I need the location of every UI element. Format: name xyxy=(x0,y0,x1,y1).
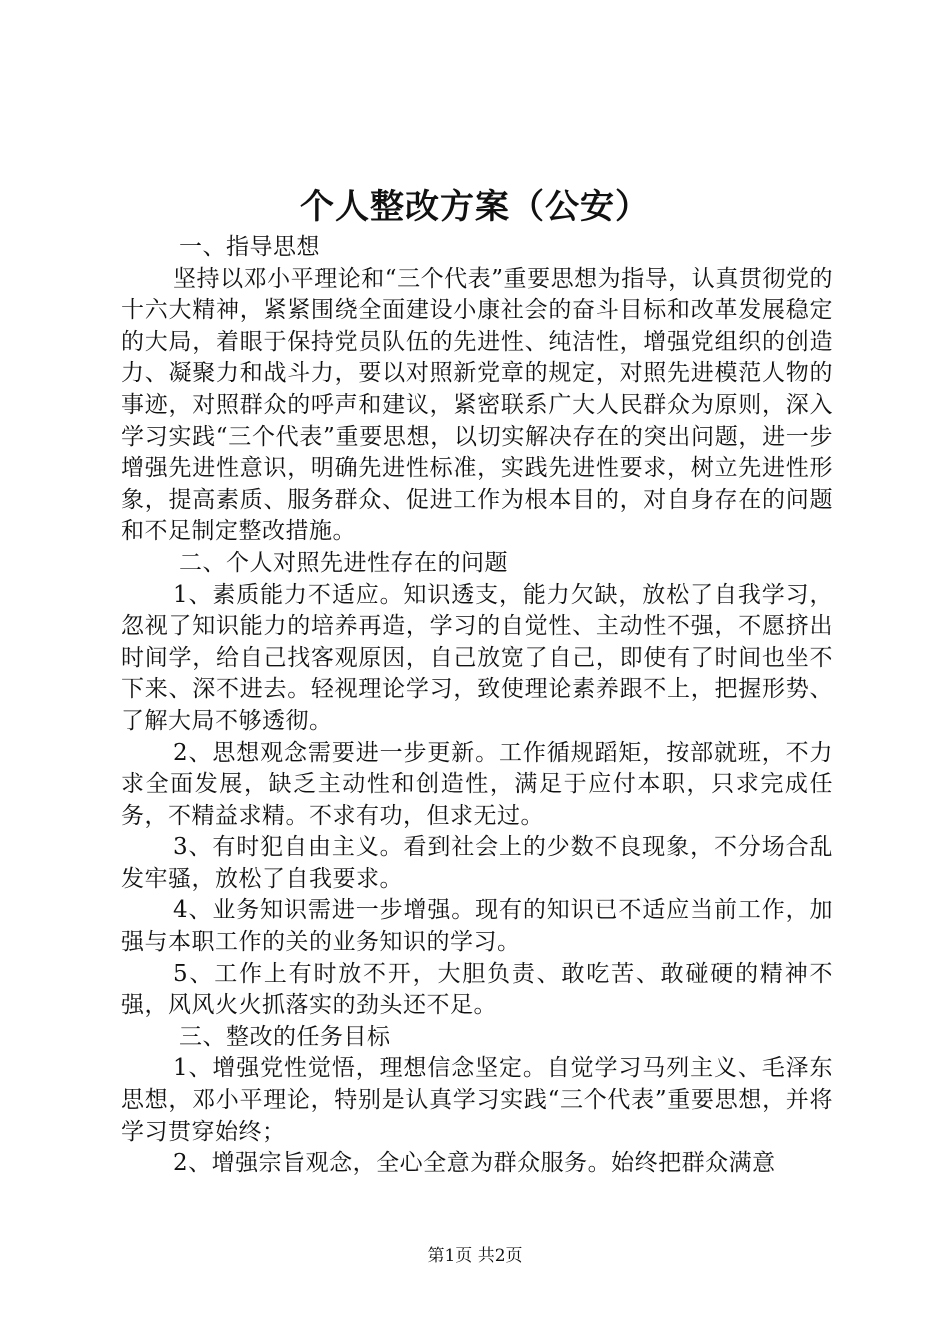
body-paragraph: 1、增强党性觉悟，理想信念坚定。自觉学习马列主义、毛泽东思想，邓小平理论，特别是认真学习实践“三个代表”重要思想，并将学习贯穿始终； xyxy=(121,1055,833,1145)
body-paragraph: 1、素质能力不适应。知识透支，能力欠缺，放松了自我学习，忽视了知识能力的培养再造，学习的自觉性、主动性不强，不愿挤出时间学，给自己找客观原因，自己放宽了自己，即使有了时间也坐不下来、深不进去。轻视理论学习，致使理论素养跟不上，把握形势、了解大局不够透彻。 xyxy=(121,581,833,734)
document-body xyxy=(121,232,833,1180)
body-paragraph: 坚持以邓小平理论和“三个代表”重要思想为指导，认真贯彻党的十六大精神，紧紧围绕全面建设小康社会的奋斗目标和改革发展稳定的大局，着眼于保持党员队伍的先进性、纯洁性，增强党组织的创造力、凝聚力和战斗力，要以对照新党章的规定，对照先进模范人物的事迹，对照群众的呼声和建议，紧密联系广大人民群众为原则，深入学习实践“三个代表”重要思想，以切实解决存在的突出问题，进一步增强先进性意识，明确先进性标准，实践先进性要求，树立先进性形象，提高素质、服务群众、促进工作为根本目的，对自身存在的问题和不足制定整改措施。 xyxy=(121,265,833,545)
section-heading: 三、整改的任务目标 xyxy=(179,1023,391,1050)
body-paragraph: 5、工作上有时放不开，大胆负责、敢吃苦、敢碰硬的精神不强，风风火火抓落实的劲头还不足。 xyxy=(121,960,833,1019)
body-paragraph: 3、有时犯自由主义。看到社会上的少数不良现象，不分场合乱发牢骚，放松了自我要求。 xyxy=(121,834,833,892)
body-paragraph: 4、业务知识需进一步增强。现有的知识已不适应当前工作，加强与本职工作的关的业务知识的学习。 xyxy=(121,897,833,956)
body-paragraph: 2、增强宗旨观念，全心全意为群众服务。始终把群众满意 xyxy=(173,1150,776,1177)
section-heading: 一、指导思想 xyxy=(179,234,320,260)
document-title: 个人整改方案（公安） xyxy=(300,187,650,227)
page-number-footer: 第1页 共2页 xyxy=(427,1246,523,1266)
section-heading: 二、个人对照先进性存在的问题 xyxy=(179,549,508,576)
body-paragraph: 2、思想观念需要进一步更新。工作循规蹈矩，按部就班，不力求全面发展，缺乏主动性和创造性，满足于应付本职，只求完成任务，不精益求精。不求有功，但求无过。 xyxy=(121,739,833,829)
